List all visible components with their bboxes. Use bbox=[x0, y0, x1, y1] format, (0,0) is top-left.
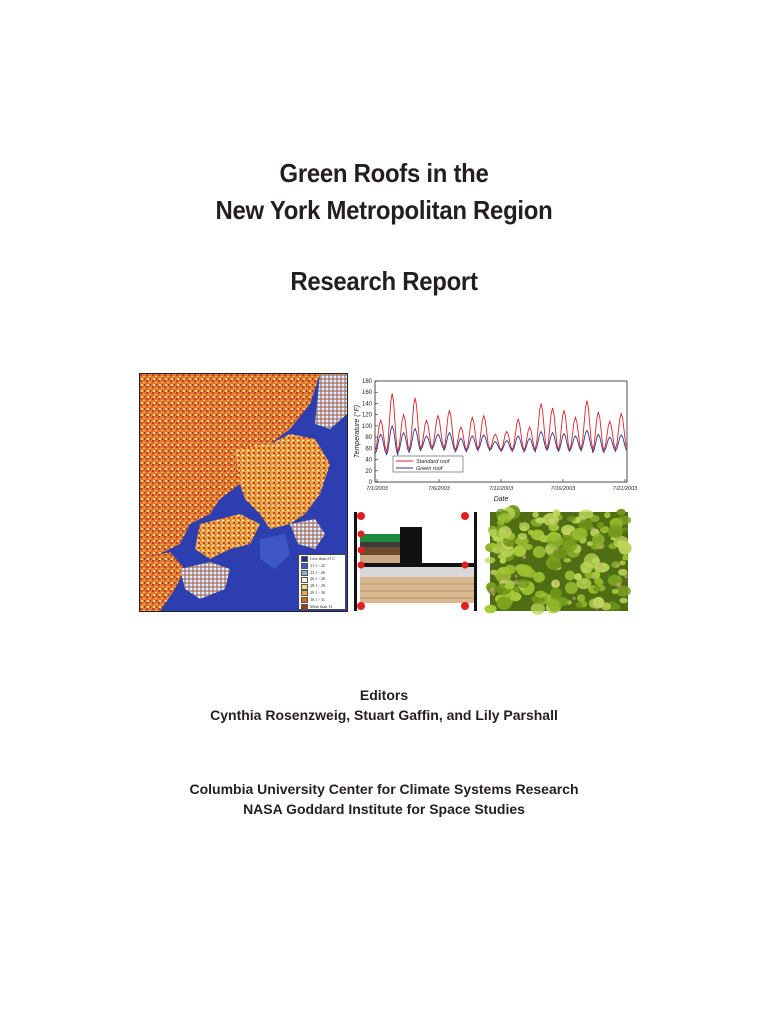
y-tick-label: 60 bbox=[365, 446, 372, 453]
y-tick-label: 140 bbox=[361, 401, 372, 408]
legend-item bbox=[301, 597, 343, 604]
legend-label: 22.1 - 26 bbox=[310, 569, 326, 575]
legend-swatch bbox=[301, 590, 308, 596]
y-tick-label: 160 bbox=[361, 390, 372, 397]
vegetation-layer bbox=[360, 534, 407, 542]
legend-item bbox=[301, 583, 343, 590]
sensor-marker bbox=[462, 562, 469, 569]
editors-heading: Editors bbox=[359, 687, 409, 703]
insulation-layer bbox=[360, 567, 474, 577]
legend-label: 28.1 - 29 bbox=[310, 583, 326, 589]
x-tick-label: 7/11/2003 bbox=[488, 486, 514, 492]
series-line-standard-roof bbox=[375, 393, 627, 452]
sensor-marker bbox=[357, 602, 365, 610]
right-wall bbox=[474, 512, 477, 611]
sensor-marker bbox=[357, 512, 365, 520]
sensor-marker bbox=[358, 547, 365, 554]
y-tick-label: 0 bbox=[368, 480, 372, 486]
legend-swatch bbox=[301, 570, 308, 576]
sensor-marker bbox=[358, 531, 365, 538]
x-tick-label: 7/21/2003 bbox=[612, 486, 638, 492]
legend-swatch bbox=[301, 556, 308, 562]
legend-label: Less than 21 C bbox=[310, 556, 336, 561]
heat-map-image bbox=[139, 373, 348, 612]
heat-map-legend bbox=[298, 554, 346, 610]
legend-swatch bbox=[301, 577, 308, 583]
y-tick-label: 20 bbox=[365, 468, 372, 475]
y-axis-label: Temperature (°F) bbox=[354, 404, 361, 459]
legend-label: Green roof bbox=[416, 466, 443, 472]
legend-item bbox=[301, 576, 343, 583]
report-subtitle: Research Report bbox=[290, 266, 478, 296]
y-tick-label: 100 bbox=[361, 423, 372, 430]
temperature-chart-svg bbox=[350, 372, 638, 504]
parapet-block bbox=[400, 527, 422, 563]
series-line-green-roof bbox=[375, 426, 627, 455]
legend-item bbox=[301, 590, 343, 597]
editors-names: Cynthia Rosenzweig, Stuart Gaffin, and Lily Parshall bbox=[210, 707, 558, 723]
title-line-1: Green Roofs in the bbox=[279, 158, 489, 188]
legend-item bbox=[301, 604, 343, 611]
legend-swatch bbox=[301, 604, 308, 610]
legend-swatch bbox=[301, 563, 308, 569]
x-tick-label: 7/16/2003 bbox=[550, 486, 576, 492]
y-tick-label: 80 bbox=[365, 435, 372, 442]
institution-columbia: Columbia University Center for Climate Systems Research bbox=[189, 781, 579, 797]
temperature-chart bbox=[350, 372, 638, 504]
legend-label: 26.1 - 28 bbox=[310, 576, 326, 582]
y-tick-label: 40 bbox=[365, 457, 372, 464]
legend-label: More than 31 bbox=[310, 603, 333, 609]
sensor-marker bbox=[461, 512, 469, 520]
legend-label: 30.1 - 31 bbox=[310, 596, 326, 602]
sensor-marker bbox=[358, 562, 365, 569]
soil-layer bbox=[360, 547, 407, 555]
roof-deck-layer bbox=[360, 577, 474, 603]
legend-item bbox=[301, 556, 343, 563]
sedum-plants-photo bbox=[490, 512, 628, 611]
legend-item bbox=[301, 570, 343, 577]
x-axis-label: Date bbox=[493, 496, 509, 503]
legend-swatch bbox=[301, 597, 308, 603]
legend-swatch bbox=[301, 584, 308, 590]
legend-label: 29.1 - 30 bbox=[310, 589, 326, 595]
x-tick-label: 7/1/2003 bbox=[366, 486, 388, 492]
title-line-2: New York Metropolitan Region bbox=[215, 195, 553, 225]
green-roof-section-diagram bbox=[352, 512, 479, 611]
institution-nasa: NASA Goddard Institute for Space Studies bbox=[243, 801, 525, 817]
sensor-marker bbox=[461, 602, 469, 610]
legend-item bbox=[301, 563, 343, 570]
legend-label: 21.1 - 22 bbox=[310, 562, 326, 568]
legend-label: Standard roof bbox=[416, 459, 450, 465]
left-wall bbox=[354, 512, 357, 611]
y-tick-label: 120 bbox=[361, 412, 372, 419]
x-tick-label: 7/6/2003 bbox=[428, 486, 450, 492]
y-tick-label: 180 bbox=[361, 379, 372, 385]
